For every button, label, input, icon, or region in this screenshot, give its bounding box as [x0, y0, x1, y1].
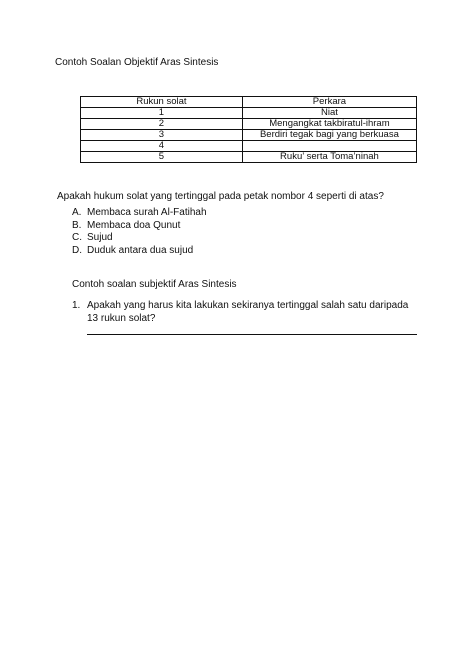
question-text: Apakah yang harus kita lakukan sekiranya tertinggal salah satu daripada 13 rukun solat?: [87, 300, 409, 324]
table-cell-rukun: 3: [81, 130, 243, 141]
question-number: 1.: [72, 300, 81, 311]
table-cell-rukun: 1: [81, 108, 243, 119]
answer-options-list: [72, 207, 207, 258]
table-row: [81, 141, 417, 152]
option-letter: C.: [72, 232, 82, 244]
table-cell-perkara: Niat: [242, 108, 416, 119]
option-text: Duduk antara dua sujud: [87, 245, 194, 257]
answer-option-d: [72, 245, 207, 258]
answer-option-b: [72, 220, 207, 233]
table-cell-rukun: 5: [81, 152, 243, 163]
answer-option-c: [72, 232, 207, 245]
table-row: [81, 130, 417, 141]
option-letter: D.: [72, 245, 82, 257]
option-letter: A.: [72, 207, 82, 218]
table-cell-rukun: 4: [81, 141, 243, 152]
subjective-section-title: Contoh soalan subjektif Aras Sintesis: [72, 279, 237, 290]
table-cell-perkara: Mengangkat takbiratul-ihram: [242, 119, 416, 130]
rukun-solat-table: [80, 96, 417, 163]
answer-line: [87, 334, 417, 335]
table-cell-rukun: 2: [81, 119, 243, 130]
objective-question: Apakah hukum solat yang tertinggal pada petak nombor 4 seperti di atas?: [57, 191, 384, 202]
table-cell-perkara: Berdiri tegak bagi yang berkuasa: [242, 130, 416, 141]
table-row: [81, 152, 417, 163]
option-text: Membaca surah Al-Fatihah: [87, 207, 207, 218]
option-text: Sujud: [87, 232, 113, 244]
table-cell-perkara: Ruku’ serta Toma’ninah: [242, 152, 416, 163]
table-row: [81, 108, 417, 119]
table-cell-perkara-blank: [242, 141, 416, 152]
table-header-rukun: Rukun solat: [81, 97, 243, 108]
option-letter: B.: [72, 219, 82, 231]
table-header-perkara: Perkara: [242, 97, 416, 108]
option-text: Membaca doa Qunut: [87, 219, 181, 231]
objective-section-title: Contoh Soalan Objektif Aras Sintesis: [55, 57, 219, 68]
table-header-row: [81, 97, 417, 108]
table-row: [81, 119, 417, 130]
answer-option-a: [72, 207, 207, 220]
